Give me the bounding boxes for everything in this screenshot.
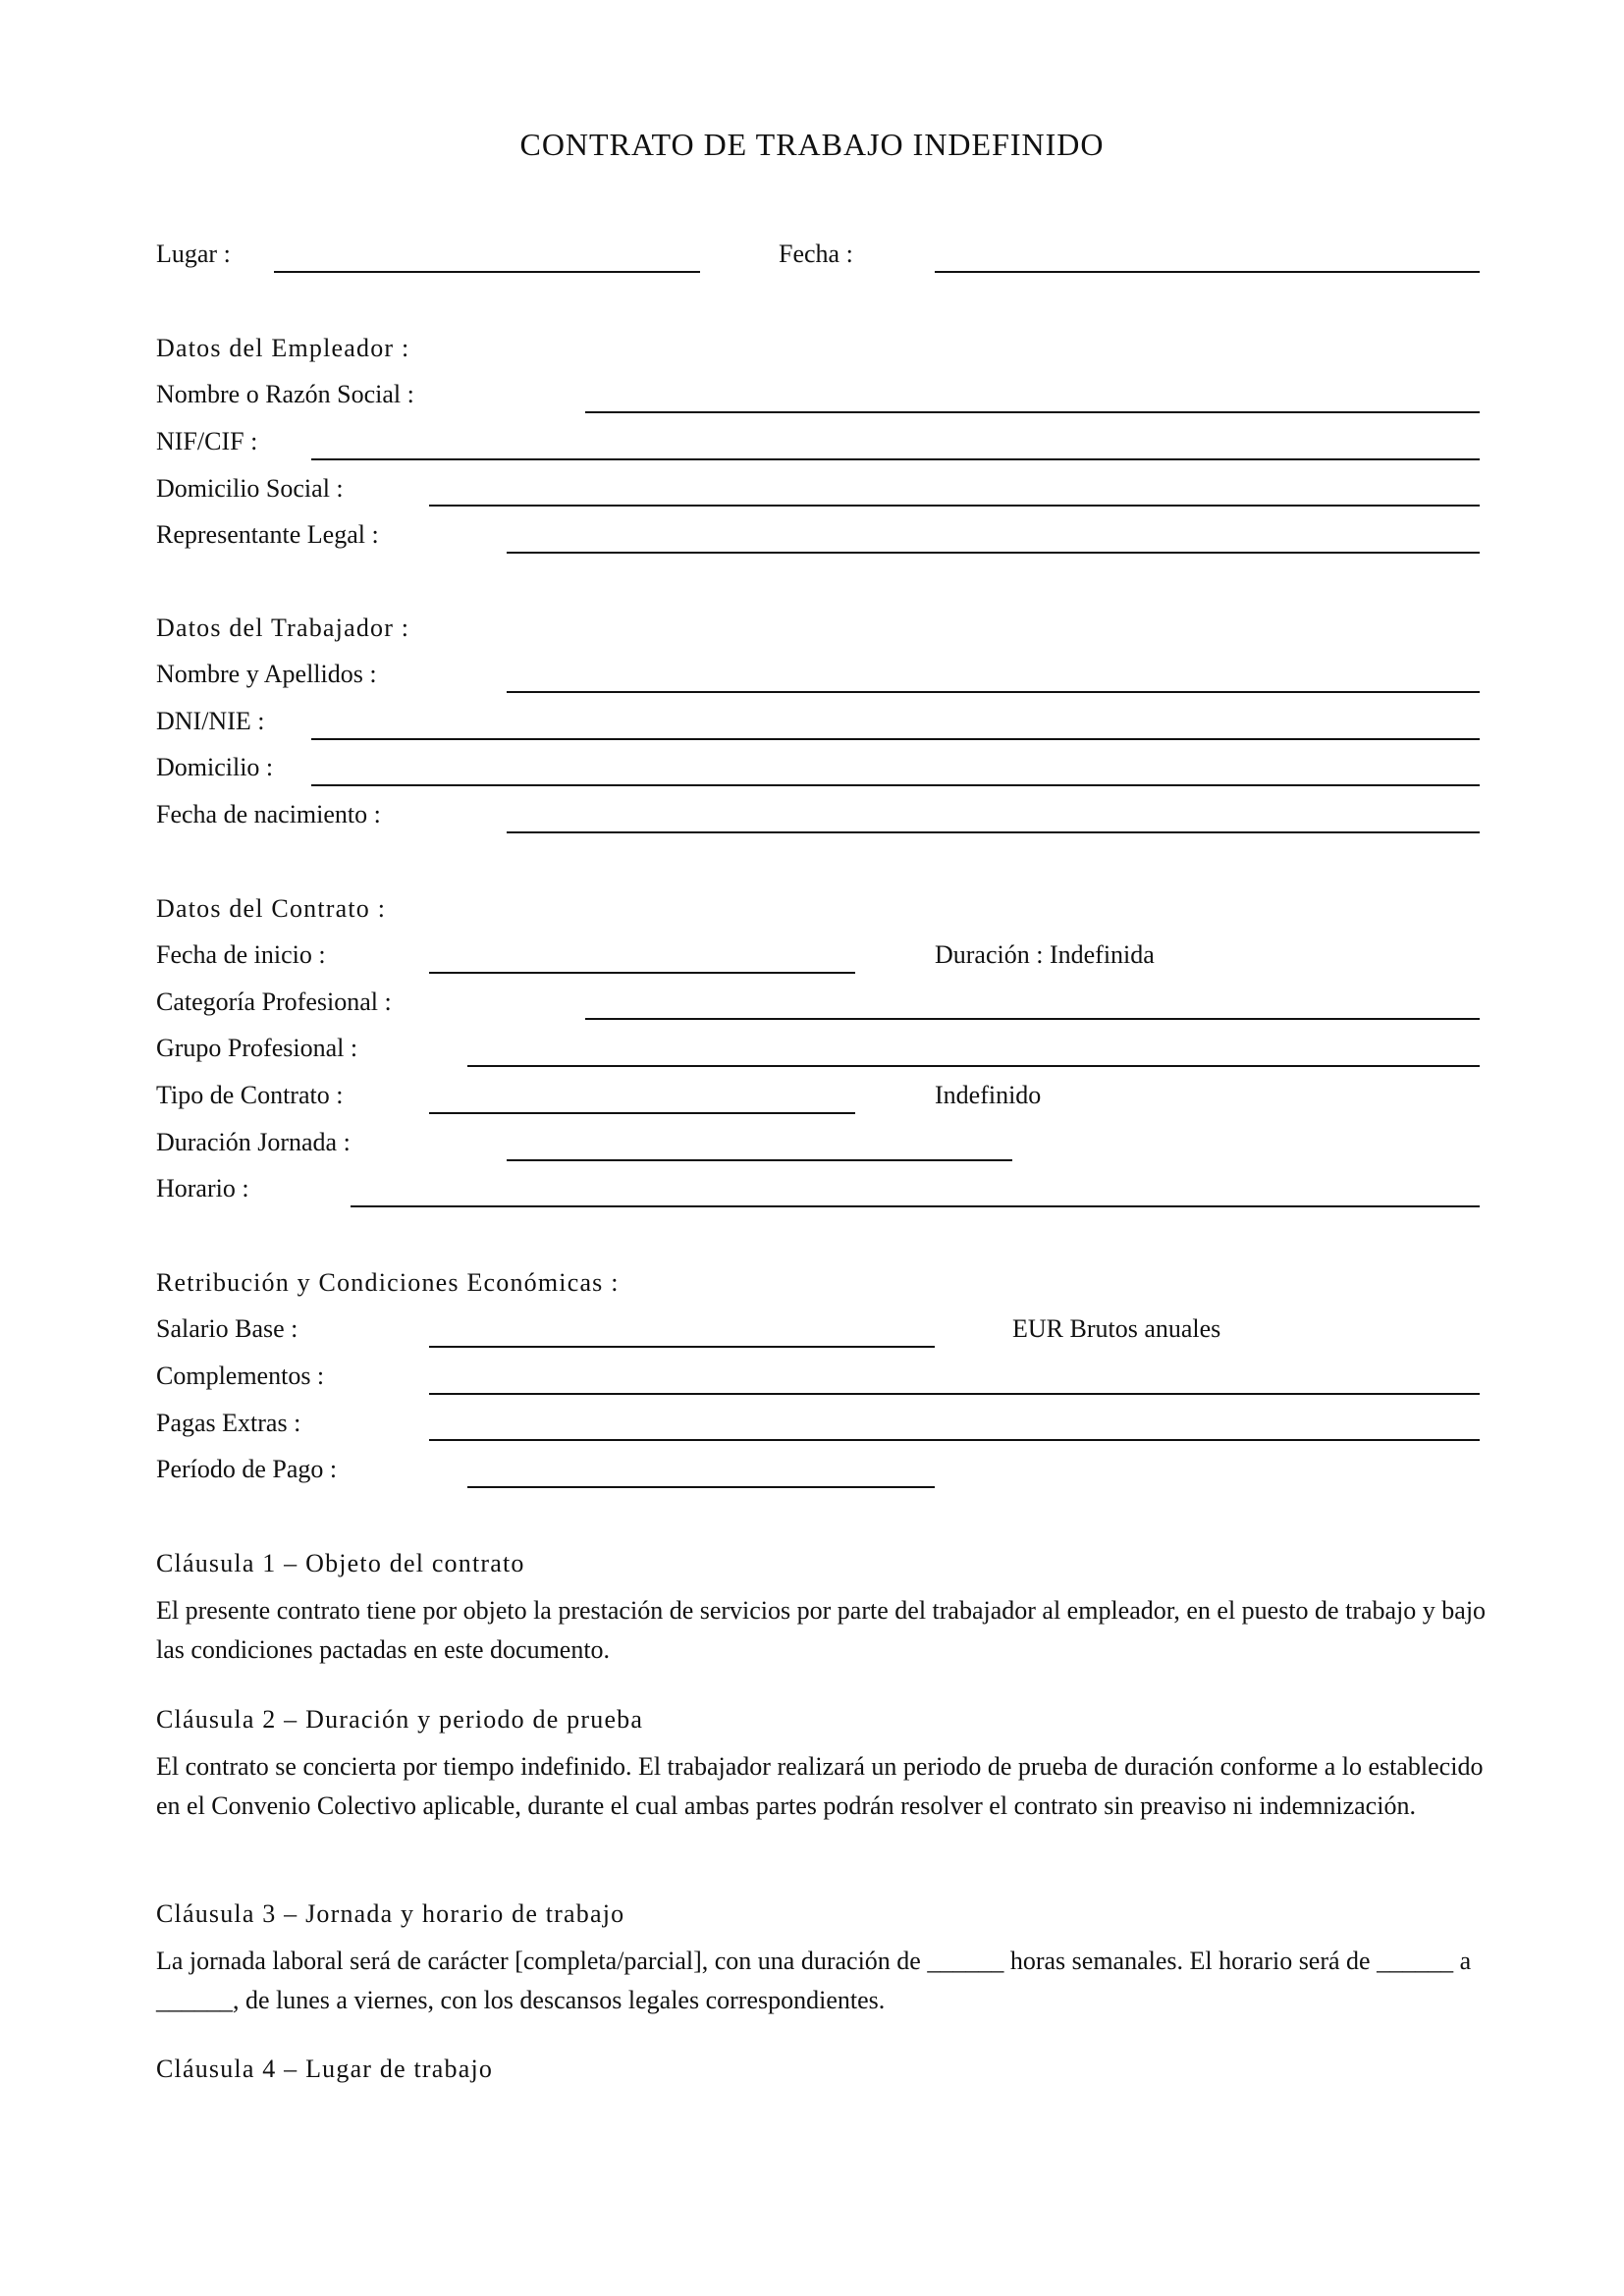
- worker-birth-label: Fecha de nacimiento :: [156, 800, 381, 828]
- contract-start-field[interactable]: [429, 972, 855, 974]
- contract-group-field[interactable]: [467, 1065, 1480, 1067]
- pay-salary-unit: EUR Brutos anuales: [1012, 1314, 1221, 1343]
- employer-heading: Datos del Empleador :: [156, 334, 410, 362]
- clause-3-text: La jornada laboral será de carácter [completa/parcial], con una duración de ______ horas semanales. El horario será de ______ a ______, de lunes a viernes, con los descansos legales correspondientes.: [156, 1947, 1472, 2014]
- contract-heading: Datos del Contrato :: [156, 894, 387, 923]
- clause-1-heading: Cláusula 1 – Objeto del contrato: [156, 1549, 525, 1577]
- employer-rep-label: Representante Legal :: [156, 520, 379, 549]
- worker-dni-field[interactable]: [311, 738, 1480, 740]
- fecha-field[interactable]: [935, 271, 1480, 273]
- contract-group-label: Grupo Profesional :: [156, 1034, 358, 1062]
- clause-3-heading: Cláusula 3 – Jornada y horario de trabajo: [156, 1899, 625, 1928]
- worker-address-label: Domicilio :: [156, 753, 274, 781]
- page-title: CONTRATO DE TRABAJO INDEFINIDO: [519, 127, 1105, 162]
- employer-name-label: Nombre o Razón Social :: [156, 380, 414, 408]
- pay-period-field[interactable]: [467, 1486, 935, 1488]
- contract-start-label: Fecha de inicio :: [156, 940, 326, 969]
- contract-type-label: Tipo de Contrato :: [156, 1081, 344, 1109]
- contract-duration-text: Duración : Indefinida: [935, 940, 1155, 969]
- worker-name-field[interactable]: [507, 691, 1480, 693]
- contract-hours-label: Duración Jornada :: [156, 1128, 351, 1156]
- contract-schedule-label: Horario :: [156, 1174, 249, 1202]
- pay-period-label: Período de Pago :: [156, 1455, 338, 1483]
- clause-2-text: El contrato se concierta por tiempo indefinido. El trabajador realizará un periodo de prueba de duración conforme a lo establecido en el Convenio Colectivo aplicable, durante el cual ambas partes podrán resolver el contrato sin preaviso ni indemnización.: [156, 1752, 1484, 1820]
- contract-category-field[interactable]: [585, 1018, 1480, 1020]
- worker-name-label: Nombre y Apellidos :: [156, 660, 377, 688]
- employer-name-field[interactable]: [585, 411, 1480, 413]
- lugar-field[interactable]: [274, 271, 700, 273]
- lugar-label: Lugar :: [156, 240, 231, 268]
- pay-extras-field[interactable]: [429, 1393, 1480, 1395]
- pay-salary-label: Salario Base :: [156, 1314, 298, 1343]
- pay-heading: Retribución y Condiciones Económicas :: [156, 1268, 620, 1297]
- clause-2-heading: Cláusula 2 – Duración y periodo de prueba: [156, 1705, 644, 1734]
- pay-bonus-field[interactable]: [429, 1439, 1480, 1441]
- pay-bonus-label: Pagas Extras :: [156, 1409, 301, 1437]
- contract-category-label: Categoría Profesional :: [156, 988, 392, 1016]
- clause-1-text: El presente contrato tiene por objeto la prestación de servicios por parte del trabajador al empleador, en el puesto de trabajo y bajo las condiciones pactadas en este documento.: [156, 1596, 1487, 1664]
- contract-hours-field[interactable]: [507, 1159, 1012, 1161]
- fecha-label: Fecha :: [779, 240, 853, 268]
- contract-type-value: Indefinido: [935, 1081, 1042, 1109]
- employer-nif-label: NIF/CIF :: [156, 427, 258, 455]
- employer-address-field[interactable]: [429, 505, 1480, 507]
- worker-address-field[interactable]: [311, 784, 1480, 786]
- contract-schedule-field[interactable]: [351, 1205, 1480, 1207]
- contract-type-field[interactable]: [429, 1112, 855, 1114]
- clause-4-heading: Cláusula 4 – Lugar de trabajo: [156, 2055, 494, 2083]
- worker-dni-label: DNI/NIE :: [156, 707, 265, 735]
- employer-rep-field[interactable]: [507, 552, 1480, 554]
- worker-birth-field[interactable]: [507, 831, 1480, 833]
- worker-heading: Datos del Trabajador :: [156, 614, 410, 642]
- employer-nif-field[interactable]: [311, 458, 1480, 460]
- pay-salary-field[interactable]: [429, 1346, 935, 1348]
- employer-address-label: Domicilio Social :: [156, 474, 344, 503]
- pay-extras-label: Complementos :: [156, 1362, 325, 1390]
